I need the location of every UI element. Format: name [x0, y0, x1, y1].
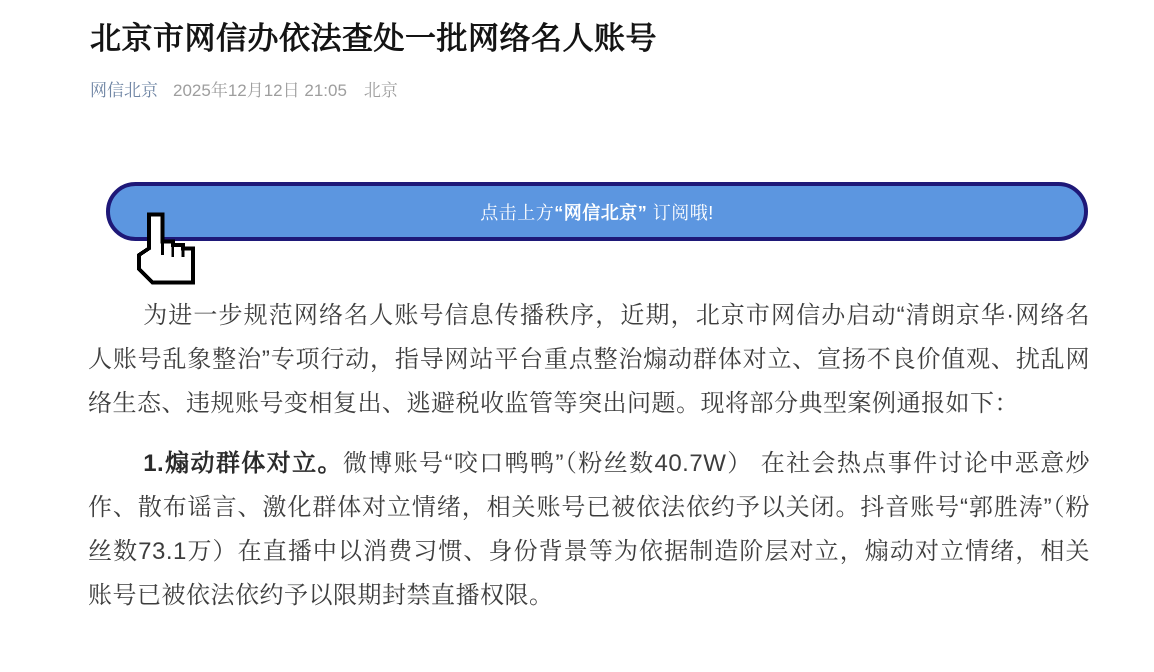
banner-text-suffix: 订阅哦!: [647, 202, 714, 223]
subscribe-banner-area: [106, 182, 1090, 241]
publish-location: 北京: [363, 81, 398, 100]
banner-text-highlight: “网信北京”: [554, 202, 648, 223]
account-name-link[interactable]: 网信北京: [90, 81, 158, 100]
body-paragraph-1: [88, 294, 1090, 426]
banner-text: [480, 199, 714, 225]
article-meta: [90, 80, 1090, 102]
paragraph-2-lead: 1.煽动群体对立。: [143, 450, 343, 477]
paragraph-2-text: 微博账号“咬口鸭鸭”（粉丝数40.7W） 在社会热点事件讨论中恶意炒作、散布谣言、激化群体对立情绪，相关账号已被依法依约予以关闭。抖音账号“郭胜涛”（粉丝数73.1万）在直播中以消费习惯、身份背景等为依据制造阶层对立，煽动对立情绪，相关账号已被依法依约予以限期封禁直播权限。: [88, 450, 1091, 609]
paragraph-1-text: 为进一步规范网络名人账号信息传播秩序，近期，北京市网信办启动“清朗京华·网络名人账号乱象整治”专项行动，指导网站平台重点整治煽动群体对立、宣扬不良价值观、扰乱网络生态、违规账号变相复出、逃避税收监管等突出问题。现将部分典型案例通报如下：: [88, 302, 1090, 417]
page-title: 北京市网信办依法查处一批网络名人账号: [90, 21, 657, 56]
publish-datetime: 2025年12月12日 21:05: [173, 81, 347, 100]
banner-text-prefix: 点击上方: [480, 202, 555, 223]
subscribe-banner[interactable]: [106, 182, 1088, 241]
article-body: [88, 294, 1090, 618]
body-paragraph-2: [88, 442, 1090, 618]
